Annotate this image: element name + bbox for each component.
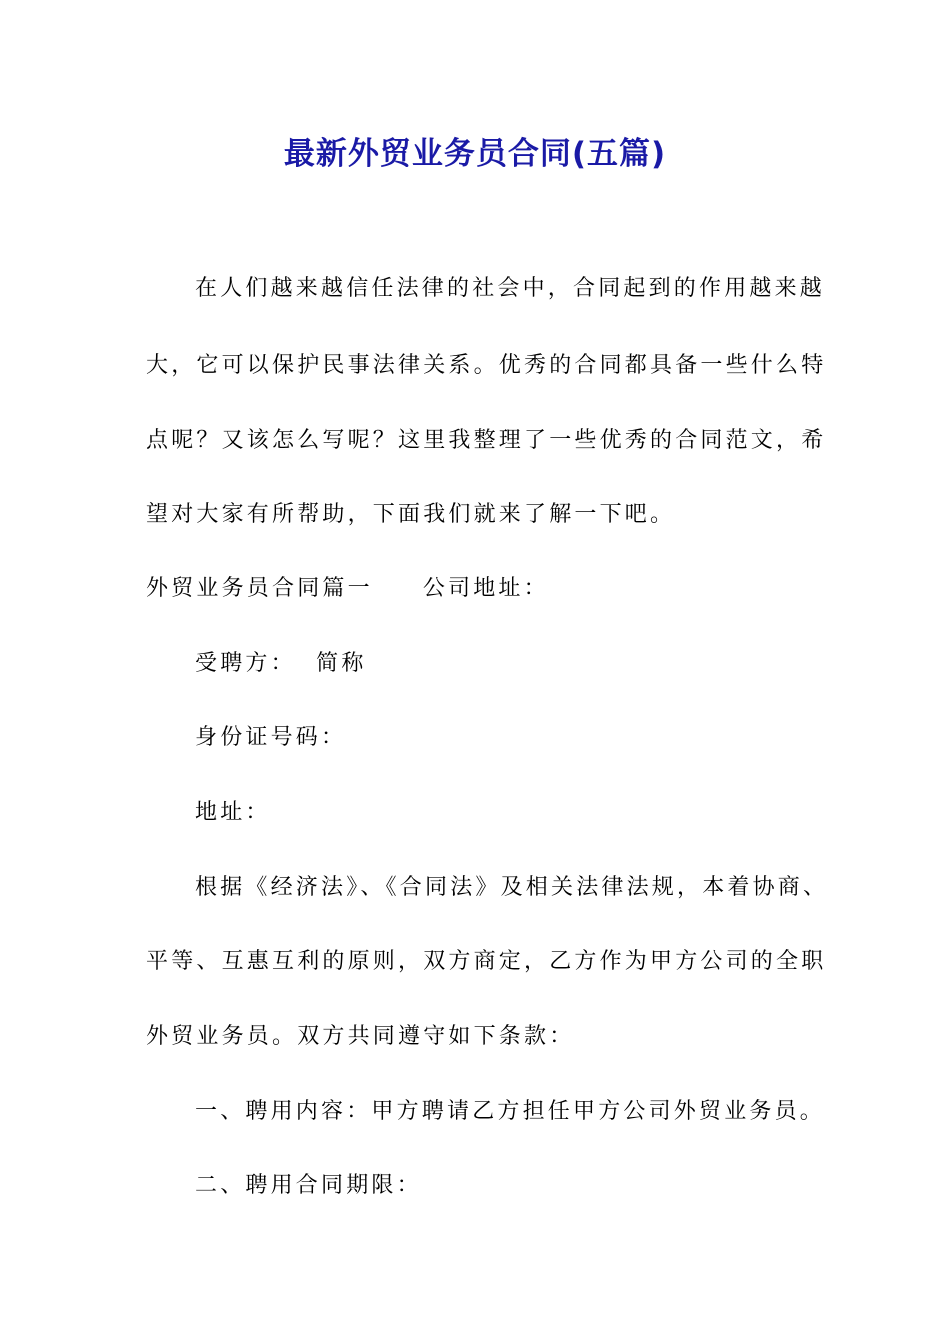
basis-line-3: 外贸业务员。双方共同遵守如下条款：	[146, 1024, 575, 1049]
intro-line-1: 在人们越来越信任法律的社会中，合同起到的作用越来越	[195, 276, 826, 301]
company-address-label: 公司地址：	[422, 576, 549, 601]
document-title: 最新外贸业务员合同(五篇)	[283, 136, 667, 172]
employee-label: 受聘方： 简称	[195, 651, 367, 676]
address-label: 地址：	[195, 800, 271, 825]
id-number-label: 身份证号码：	[195, 725, 347, 750]
intro-line-2: 大，它可以保护民事法律关系。优秀的合同都具备一些什么特	[146, 353, 827, 378]
clause-1: 一、聘用内容：甲方聘请乙方担任甲方公司外贸业务员。	[195, 1099, 826, 1124]
section-heading-line	[146, 571, 549, 602]
intro-line-3: 点呢？又该怎么写呢？这里我整理了一些优秀的合同范文，希	[146, 428, 827, 453]
basis-line-1: 根据《经济法》、《合同法》及相关法律法规，本着协商、	[195, 875, 829, 900]
section-heading: 外贸业务员合同篇一	[146, 576, 373, 601]
clause-2: 二、聘用合同期限：	[195, 1173, 422, 1198]
intro-line-4: 望对大家有所帮助，下面我们就来了解一下吧。	[146, 502, 676, 527]
basis-line-2: 平等、互惠互利的原则，双方商定，乙方作为甲方公司的全职	[146, 949, 827, 974]
